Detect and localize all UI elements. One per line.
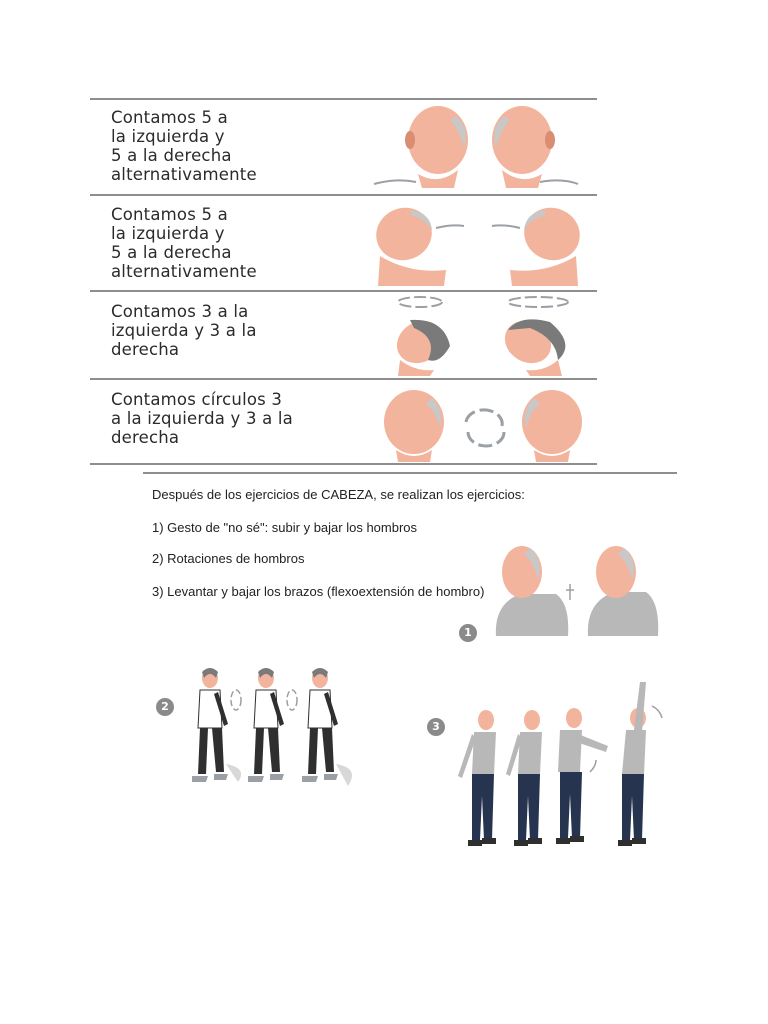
figure-1-badge: 1	[459, 624, 477, 642]
exercise-4-line: derecha	[111, 428, 180, 447]
post-section-intro: Después de los ejercicios de CABEZA, se realizan los ejercicios:	[152, 487, 525, 502]
exercise-2-line: Contamos 5 a	[111, 205, 228, 224]
exercise-4-line: a la izquierda y 3 a la	[111, 409, 293, 428]
table-rule-bottom	[90, 463, 597, 465]
table-rule-2	[90, 290, 597, 292]
exercise-2-line: 5 a la derecha	[111, 243, 232, 262]
head-tilt-illustration	[370, 200, 590, 290]
exercise-4-text	[111, 390, 293, 447]
post-item-3: 3) Levantar y bajar los brazos (flexoextensión de hombro)	[152, 584, 485, 599]
table-rule-1	[90, 194, 597, 196]
figure-3-badge: 3	[427, 718, 445, 736]
head-circles-illustration	[380, 388, 590, 462]
table-rule-3	[90, 378, 597, 380]
shoulder-rotation-illustration	[188, 664, 360, 800]
exercise-2-line: alternativamente	[111, 262, 257, 281]
figure-2-badge: 2	[156, 698, 174, 716]
exercise-3-line: derecha	[111, 340, 180, 359]
exercise-3-text	[111, 302, 257, 359]
post-item-2: 2) Rotaciones de hombros	[152, 551, 305, 566]
arm-raise-illustration	[446, 676, 672, 854]
exercise-1-line: la izquierda y	[111, 127, 225, 146]
exercise-3-line: Contamos 3 a la	[111, 302, 249, 321]
exercise-1-text	[111, 108, 257, 184]
exercise-1-line: alternativamente	[111, 165, 257, 184]
exercise-1-line: Contamos 5 a	[111, 108, 228, 127]
section-divider	[143, 472, 677, 474]
exercise-2-text	[111, 205, 257, 281]
exercise-3-line: izquierda y 3 a la	[111, 321, 257, 340]
head-tilt-woman-illustration	[380, 294, 580, 376]
exercise-2-line: la izquierda y	[111, 224, 225, 243]
exercise-4-line: Contamos círculos 3	[111, 390, 283, 409]
exercise-1-line: 5 a la derecha	[111, 146, 232, 165]
head-turn-illustration	[370, 100, 590, 192]
post-item-1: 1) Gesto de "no sé": subir y bajar los hombros	[152, 520, 418, 535]
shoulder-shrug-illustration	[486, 540, 666, 640]
